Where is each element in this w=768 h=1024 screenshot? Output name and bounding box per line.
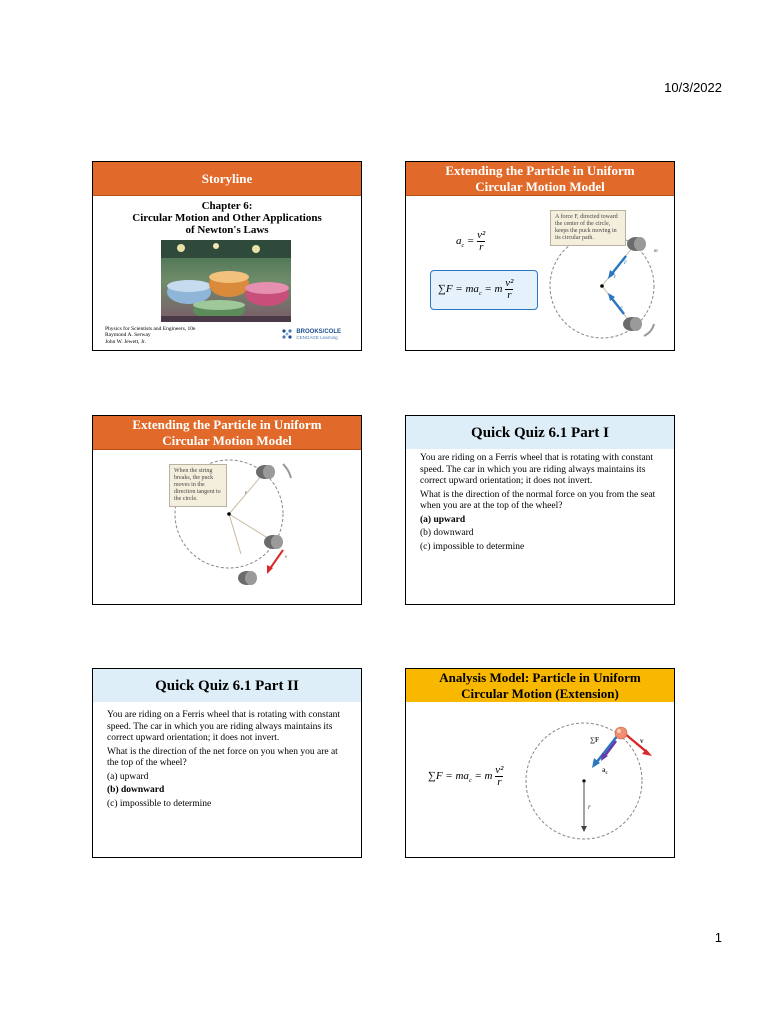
quiz-option: (c) impossible to determine bbox=[420, 541, 525, 552]
slide-title: Storyline bbox=[93, 162, 361, 196]
eq-subscript: c bbox=[478, 291, 482, 298]
force-label: F bbox=[620, 307, 624, 312]
eq-subscript: c bbox=[461, 243, 465, 250]
slide-quick-quiz-part2 bbox=[92, 668, 362, 858]
eq-symbol: = m bbox=[484, 283, 503, 296]
slide-title: Quick Quiz 6.1 Part II bbox=[93, 669, 361, 702]
quiz-option-correct: (b) downward bbox=[107, 785, 165, 795]
quiz-option: (b) downward bbox=[420, 528, 474, 538]
chapter-line: Circular Motion and Other Applications bbox=[132, 212, 322, 224]
slide-analysis-model bbox=[405, 668, 675, 858]
centripetal-acceleration-equation bbox=[456, 230, 485, 253]
quiz-question: What is the direction of the normal force on you from the seat when you are at the top of the wheel? bbox=[420, 489, 656, 511]
slide-title: Extending the Particle in Uniform Circular Motion Model bbox=[93, 416, 361, 450]
radius-label: r bbox=[614, 275, 616, 280]
logo-text: BROOKS/COLE bbox=[296, 328, 341, 335]
page-date: 10/3/2022 bbox=[664, 80, 722, 95]
eq-symbol: ∑F = ma bbox=[428, 770, 469, 783]
page-number: 1 bbox=[714, 930, 722, 945]
slide-title: Quick Quiz 6.1 Part I bbox=[406, 416, 674, 449]
velocity-label: v bbox=[285, 555, 288, 560]
eq-numerator: v² bbox=[477, 229, 486, 241]
puck-icon bbox=[623, 317, 642, 331]
eq-subscript: c bbox=[468, 778, 472, 785]
publisher-logo bbox=[281, 328, 341, 340]
slide-title: Extending the Particle in Uniform Circular Motion Model bbox=[406, 162, 674, 196]
radius-label: r bbox=[245, 491, 247, 496]
slide-extending-model-1 bbox=[405, 161, 675, 351]
chapter-line: Chapter 6: bbox=[201, 200, 253, 212]
net-force-vector bbox=[596, 735, 618, 763]
newton-second-law-equation bbox=[438, 278, 513, 301]
quiz-option-correct: (a) upward bbox=[420, 514, 466, 525]
credit-line: Physics for Scientists and Engineers, 10e bbox=[105, 325, 196, 332]
quiz-body bbox=[406, 449, 674, 553]
eq-denominator: r bbox=[507, 289, 512, 301]
credit-line: John W. Jewett, Jr. bbox=[105, 338, 146, 345]
teacup-ride-photo bbox=[161, 240, 291, 322]
quiz-option: (a) upward bbox=[107, 771, 149, 782]
eq-symbol: ∑F = ma bbox=[438, 283, 479, 296]
center-point bbox=[227, 512, 231, 516]
puck-icon bbox=[627, 237, 646, 251]
net-force-label: ∑F bbox=[590, 736, 600, 744]
eq-denominator: r bbox=[497, 776, 502, 788]
brooks-cole-icon bbox=[281, 328, 293, 340]
credits bbox=[105, 326, 195, 346]
arrowhead bbox=[581, 826, 587, 832]
eq-numerator: v² bbox=[505, 277, 514, 289]
acceleration-subscript: c bbox=[605, 771, 608, 776]
quiz-body bbox=[93, 702, 361, 810]
radius-label: r bbox=[588, 803, 591, 811]
diagram-caption: A force F, directed toward the center of the circle, keeps the puck moving in its circular path. bbox=[550, 210, 626, 246]
chapter-heading bbox=[93, 200, 361, 236]
quiz-paragraph: You are riding on a Ferris wheel that is rotating with constant speed. The car in which you are riding always maintains its correct upward orientation; it does not invert. bbox=[107, 710, 341, 743]
center-point bbox=[600, 284, 604, 288]
puck-icon bbox=[264, 535, 283, 549]
newton-second-law-equation bbox=[428, 765, 503, 788]
slide-storyline bbox=[92, 161, 362, 351]
eq-symbol: = bbox=[466, 235, 475, 248]
quiz-question: What is the direction of the net force on you when you are at the top of the wheel? bbox=[107, 746, 338, 768]
acceleration-symbol: a bbox=[602, 766, 606, 774]
chapter-line: of Newton's Laws bbox=[185, 224, 269, 236]
particle-circular-motion-diagram bbox=[516, 705, 656, 855]
puck-icon bbox=[256, 465, 275, 479]
diagram-caption: When the string breaks, the puck moves in the direction tangent to the circle. bbox=[169, 464, 227, 507]
slide-quick-quiz-part1 bbox=[405, 415, 675, 605]
particle-highlight bbox=[617, 729, 621, 733]
mass-label: m bbox=[654, 249, 658, 254]
velocity-label: v bbox=[640, 737, 644, 745]
particle-icon bbox=[615, 727, 627, 739]
motion-arrow bbox=[283, 464, 291, 478]
eq-numerator: v² bbox=[495, 764, 504, 776]
tangent-velocity-vector bbox=[269, 550, 283, 570]
credit-line: Raymond A. Serway bbox=[105, 332, 151, 338]
force-label: F bbox=[624, 261, 628, 266]
eq-symbol: a bbox=[456, 235, 462, 248]
motion-arrow bbox=[644, 324, 654, 336]
eq-symbol: = m bbox=[474, 770, 493, 783]
quiz-paragraph: You are riding on a Ferris wheel that is rotating with constant speed. The car in which you are riding always maintains its correct upward orientation; it does not invert. bbox=[420, 453, 654, 486]
slide-title: Analysis Model: Particle in Uniform Circular Motion (Extension) bbox=[406, 669, 674, 702]
eq-denominator: r bbox=[479, 241, 484, 253]
logo-subtext: CENGAGE Learning bbox=[296, 334, 338, 340]
puck-icon bbox=[238, 571, 257, 585]
quiz-option: (c) impossible to determine bbox=[107, 798, 212, 809]
slide-extending-model-2 bbox=[92, 415, 362, 605]
acceleration-label bbox=[602, 766, 609, 776]
